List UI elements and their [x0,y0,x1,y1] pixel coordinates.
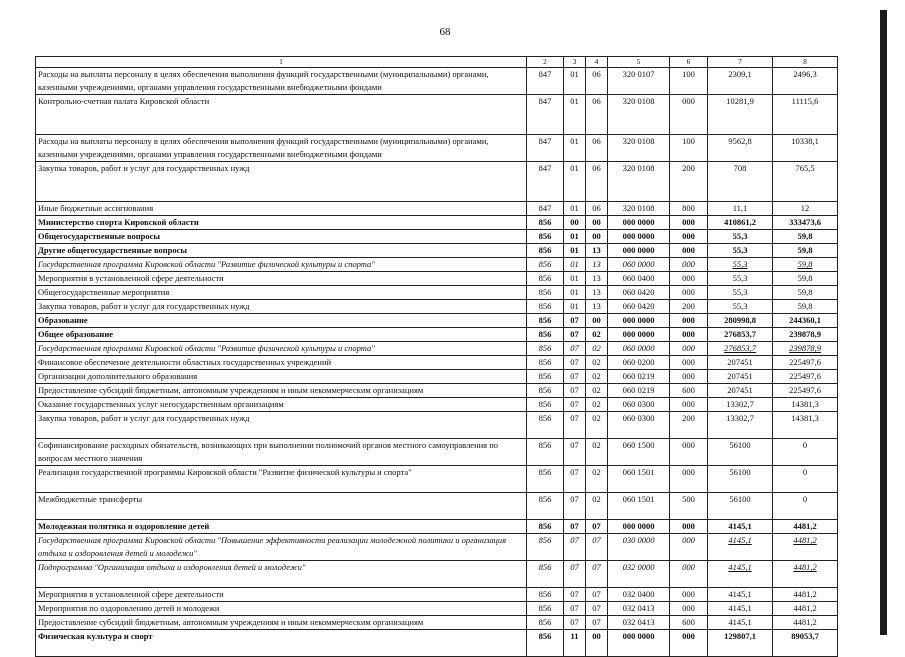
amount-year-1: 9562,8 [708,135,773,162]
subsection-code: 02 [586,328,608,342]
table-row [36,230,838,244]
expense-type-code: 000 [670,216,708,230]
ministry-code: 856 [527,216,564,230]
amount-year-2: 89053,7 [773,630,838,657]
ministry-code: 847 [527,68,564,95]
row-name: Государственная программа Кировской области "Повышение эффективности реализации молодежной политики и организация отдыха и оздоровления детей и молодежи" [36,534,527,561]
ministry-code: 856 [527,258,564,272]
table-row [36,68,838,95]
amount-year-1: 276853,7 [708,342,773,356]
expense-type-code: 000 [670,439,708,466]
subsection-code: 02 [586,412,608,439]
subsection-code: 02 [586,384,608,398]
amount-year-1: 13302,7 [708,412,773,439]
table-row [36,342,838,356]
subsection-code: 06 [586,135,608,162]
section-code: 07 [564,412,586,439]
section-code: 07 [564,398,586,412]
amount-year-2: 2496,3 [773,68,838,95]
section-code: 07 [564,561,586,588]
expense-type-code: 200 [670,412,708,439]
amount-year-1: 56100 [708,439,773,466]
section-code: 07 [564,370,586,384]
amount-year-1: 129807,1 [708,630,773,657]
subsection-code: 07 [586,588,608,602]
expense-type-code: 000 [670,95,708,135]
target-item-code: 320 0107 [608,68,670,95]
ministry-code: 856 [527,314,564,328]
expense-type-code: 000 [670,398,708,412]
section-code: 07 [564,314,586,328]
ministry-code: 856 [527,300,564,314]
amount-year-2: 225497,6 [773,384,838,398]
ministry-code: 856 [527,630,564,657]
target-item-code: 000 0000 [608,314,670,328]
subsection-code: 00 [586,216,608,230]
amount-year-2: 10338,1 [773,135,838,162]
subsection-code: 13 [586,286,608,300]
row-name: Государственная программа Кировской области "Развитие физической культуры и спорта" [36,258,527,272]
row-name: Мероприятия в установленной сфере деятельности [36,588,527,602]
amount-year-1: 4145,1 [708,534,773,561]
expense-type-code: 200 [670,162,708,202]
target-item-code: 060 0200 [608,356,670,370]
table-row [36,588,838,602]
budget-table [35,56,838,657]
target-item-code: 320 0108 [608,202,670,216]
table-row [36,616,838,630]
expense-type-code: 000 [670,466,708,493]
ministry-code: 847 [527,135,564,162]
amount-year-2: 0 [773,466,838,493]
table-row [36,466,838,493]
section-code: 01 [564,258,586,272]
amount-year-1: 55,3 [708,300,773,314]
row-name: Общегосударственные вопросы [36,230,527,244]
amount-year-1: 207451 [708,370,773,384]
section-code: 07 [564,520,586,534]
amount-year-1: 410861,2 [708,216,773,230]
subsection-code: 06 [586,162,608,202]
section-code: 07 [564,328,586,342]
ministry-code: 847 [527,162,564,202]
amount-year-1: 10281,9 [708,95,773,135]
ministry-code: 847 [527,202,564,216]
expense-type-code: 600 [670,384,708,398]
amount-year-2: 59,8 [773,258,838,272]
amount-year-1: 207451 [708,384,773,398]
amount-year-2: 59,8 [773,230,838,244]
target-item-code: 060 1501 [608,493,670,520]
section-code: 07 [564,466,586,493]
subsection-code: 07 [586,520,608,534]
target-item-code: 000 0000 [608,630,670,657]
ministry-code: 856 [527,588,564,602]
table-row [36,602,838,616]
section-code: 01 [564,272,586,286]
target-item-code: 060 0400 [608,272,670,286]
amount-year-1: 55,3 [708,272,773,286]
table-row [36,95,838,135]
ministry-code: 856 [527,398,564,412]
subsection-code: 00 [586,230,608,244]
section-code: 01 [564,95,586,135]
ministry-code: 847 [527,95,564,135]
row-name: Расходы на выплаты персоналу в целях обеспечения выполнения функций государственными (муниципальными) органами, казенными учреждениями, органами управления государственными внебюджетными фондами [36,135,527,162]
expense-type-code: 000 [670,602,708,616]
target-item-code: 060 0219 [608,384,670,398]
target-item-code: 060 1501 [608,466,670,493]
row-name: Государственная программа Кировской области "Развитие физической культуры и спорта" [36,342,527,356]
table-row [36,398,838,412]
section-code: 01 [564,202,586,216]
ministry-code: 856 [527,412,564,439]
expense-type-code: 000 [670,286,708,300]
header-cell: 7 [708,57,773,68]
amount-year-2: 225497,6 [773,370,838,384]
amount-year-1: 4145,1 [708,602,773,616]
row-name: Реализация государственной программы Кировской области "Развитие физической культуры и спорта" [36,466,527,493]
amount-year-1: 55,3 [708,230,773,244]
header-cell: 3 [564,57,586,68]
subsection-code: 02 [586,356,608,370]
ministry-code: 856 [527,493,564,520]
expense-type-code: 600 [670,616,708,630]
amount-year-1: 11,1 [708,202,773,216]
header-cell: 1 [36,57,527,68]
subsection-code: 02 [586,466,608,493]
header-cell: 2 [527,57,564,68]
target-item-code: 060 0000 [608,258,670,272]
amount-year-2: 0 [773,439,838,466]
amount-year-2: 244360,1 [773,314,838,328]
ministry-code: 856 [527,356,564,370]
section-code: 07 [564,493,586,520]
target-item-code: 000 0000 [608,230,670,244]
target-item-code: 032 0413 [608,616,670,630]
amount-year-2: 12 [773,202,838,216]
row-name: Закупка товаров, работ и услуг для государственных нужд [36,412,527,439]
table-row [36,328,838,342]
table-row [36,286,838,300]
subsection-code: 07 [586,616,608,630]
ministry-code: 856 [527,272,564,286]
section-code: 07 [564,616,586,630]
table-row [36,202,838,216]
section-code: 01 [564,230,586,244]
section-code: 01 [564,300,586,314]
amount-year-2: 4481,2 [773,534,838,561]
target-item-code: 000 0000 [608,520,670,534]
row-name: Общегосударственные мероприятия [36,286,527,300]
expense-type-code: 100 [670,135,708,162]
expense-type-code: 100 [670,68,708,95]
section-code: 07 [564,588,586,602]
row-name: Мероприятия по оздоровлению детей и молодежи [36,602,527,616]
table-row [36,272,838,286]
table-row [36,561,838,588]
expense-type-code: 000 [670,328,708,342]
row-name: Оказание государственных услуг негосударственным организациям [36,398,527,412]
page-number: 68 [439,26,451,38]
amount-year-1: 55,3 [708,286,773,300]
amount-year-2: 4481,2 [773,616,838,630]
table-row [36,135,838,162]
ministry-code: 856 [527,520,564,534]
subsection-code: 13 [586,272,608,286]
subsection-code: 07 [586,602,608,616]
subsection-code: 13 [586,300,608,314]
table-row [36,300,838,314]
table-row [36,314,838,328]
amount-year-1: 4145,1 [708,520,773,534]
table-row [36,439,838,466]
amount-year-1: 55,3 [708,244,773,258]
target-item-code: 320 0108 [608,135,670,162]
amount-year-1: 56100 [708,466,773,493]
header-cell: 8 [773,57,838,68]
target-item-code: 060 1500 [608,439,670,466]
target-item-code: 060 0420 [608,286,670,300]
expense-type-code: 000 [670,230,708,244]
table-row [36,493,838,520]
amount-year-2: 59,8 [773,272,838,286]
table-row [36,534,838,561]
amount-year-2: 239878,9 [773,342,838,356]
subsection-code: 13 [586,244,608,258]
amount-year-1: 13302,7 [708,398,773,412]
row-name: Министерство спорта Кировской области [36,216,527,230]
row-name: Софинансирование расходных обязательств, возникающих при выполнении полномочий органов местного самоуправления по вопросам местного значения [36,439,527,466]
ministry-code: 856 [527,466,564,493]
section-code: 07 [564,384,586,398]
table-row [36,630,838,657]
row-name: Закупка товаров, работ и услуг для государственных нужд [36,300,527,314]
target-item-code: 030 0000 [608,534,670,561]
expense-type-code: 000 [670,561,708,588]
expense-type-code: 000 [670,314,708,328]
expense-type-code: 200 [670,300,708,314]
target-item-code: 320 0108 [608,95,670,135]
section-code: 01 [564,135,586,162]
amount-year-2: 11115,6 [773,95,838,135]
subsection-code: 00 [586,314,608,328]
header-cell: 4 [586,57,608,68]
amount-year-2: 225497,6 [773,356,838,370]
row-name: Образование [36,314,527,328]
expense-type-code: 000 [670,520,708,534]
amount-year-2: 4481,2 [773,588,838,602]
ministry-code: 856 [527,230,564,244]
target-item-code: 000 0000 [608,328,670,342]
ministry-code: 856 [527,534,564,561]
scan-edge-bar [880,10,887,635]
amount-year-1: 4145,1 [708,561,773,588]
subsection-code: 02 [586,370,608,384]
ministry-code: 856 [527,286,564,300]
target-item-code: 032 0000 [608,561,670,588]
section-code: 00 [564,216,586,230]
amount-year-2: 765,5 [773,162,838,202]
table-row [36,412,838,439]
row-name: Молодежная политика и оздоровление детей [36,520,527,534]
amount-year-2: 14381,3 [773,398,838,412]
section-code: 01 [564,68,586,95]
ministry-code: 856 [527,384,564,398]
expense-type-code: 500 [670,493,708,520]
target-item-code: 000 0000 [608,216,670,230]
header-row [36,57,838,68]
expense-type-code: 000 [670,588,708,602]
amount-year-2: 59,8 [773,244,838,258]
row-name: Межбюджетные трансферты [36,493,527,520]
target-item-code: 060 0420 [608,300,670,314]
table-row [36,244,838,258]
section-code: 01 [564,162,586,202]
target-item-code: 060 0000 [608,342,670,356]
section-code: 07 [564,439,586,466]
table-row [36,258,838,272]
subsection-code: 06 [586,202,608,216]
ministry-code: 856 [527,342,564,356]
ministry-code: 856 [527,328,564,342]
table-row [36,370,838,384]
row-name: Финансовое обеспечение деятельности областных государственных учреждений [36,356,527,370]
section-code: 01 [564,244,586,258]
row-name: Предоставление субсидий бюджетным, автономным учреждениям и иным некоммерческим организациям [36,384,527,398]
target-item-code: 060 0300 [608,412,670,439]
subsection-code: 06 [586,68,608,95]
row-name: Физическая культура и спорт [36,630,527,657]
header-cell: 6 [670,57,708,68]
ministry-code: 856 [527,370,564,384]
amount-year-1: 2309,1 [708,68,773,95]
subsection-code: 02 [586,398,608,412]
subsection-code: 13 [586,258,608,272]
subsection-code: 07 [586,561,608,588]
row-name: Контрольно-счетная палата Кировской области [36,95,527,135]
section-code: 07 [564,356,586,370]
amount-year-1: 280998,8 [708,314,773,328]
row-name: Организации дополнительного образования [36,370,527,384]
header-cell: 5 [608,57,670,68]
subsection-code: 06 [586,95,608,135]
target-item-code: 320 0108 [608,162,670,202]
section-code: 01 [564,286,586,300]
expense-type-code: 000 [670,356,708,370]
expense-type-code: 800 [670,202,708,216]
subsection-code: 00 [586,630,608,657]
section-code: 07 [564,602,586,616]
target-item-code: 060 0300 [608,398,670,412]
amount-year-2: 14381,3 [773,412,838,439]
amount-year-2: 59,8 [773,300,838,314]
target-item-code: 000 0000 [608,244,670,258]
amount-year-2: 0 [773,493,838,520]
amount-year-1: 276853,7 [708,328,773,342]
ministry-code: 856 [527,602,564,616]
row-name: Иные бюджетные ассигнования [36,202,527,216]
expense-type-code: 000 [670,630,708,657]
amount-year-1: 4145,1 [708,588,773,602]
section-code: 11 [564,630,586,657]
target-item-code: 060 0219 [608,370,670,384]
amount-year-2: 4481,2 [773,602,838,616]
target-item-code: 032 0400 [608,588,670,602]
row-name: Расходы на выплаты персоналу в целях обеспечения выполнения функций государственными (муниципальными) органами, казенными учреждениями, органами управления государственными внебюджетными фондами [36,68,527,95]
ministry-code: 856 [527,244,564,258]
amount-year-1: 207451 [708,356,773,370]
expense-type-code: 000 [670,272,708,286]
table-row [36,162,838,202]
row-name: Мероприятия в установленной сфере деятельности [36,272,527,286]
table-row [36,356,838,370]
table-row [36,520,838,534]
table-row [36,384,838,398]
amount-year-2: 239878,9 [773,328,838,342]
amount-year-1: 4145,1 [708,616,773,630]
row-name: Предоставление субсидий бюджетным, автономным учреждениям и иным некоммерческим организациям [36,616,527,630]
section-code: 07 [564,342,586,356]
expense-type-code: 000 [670,370,708,384]
row-name: Другие общегосударственные вопросы [36,244,527,258]
row-name: Подпрограмма "Организация отдыха и оздоровления детей и молодежи" [36,561,527,588]
ministry-code: 856 [527,561,564,588]
table-row [36,216,838,230]
ministry-code: 856 [527,439,564,466]
expense-type-code: 000 [670,342,708,356]
expense-type-code: 000 [670,258,708,272]
amount-year-1: 55,3 [708,258,773,272]
expense-type-code: 000 [670,534,708,561]
amount-year-2: 333473,6 [773,216,838,230]
subsection-code: 02 [586,493,608,520]
amount-year-1: 708 [708,162,773,202]
amount-year-1: 56100 [708,493,773,520]
section-code: 07 [564,534,586,561]
row-name: Общее образование [36,328,527,342]
amount-year-2: 4481,2 [773,520,838,534]
expense-type-code: 000 [670,244,708,258]
target-item-code: 032 0413 [608,602,670,616]
amount-year-2: 59,8 [773,286,838,300]
subsection-code: 07 [586,534,608,561]
amount-year-2: 4481,2 [773,561,838,588]
ministry-code: 856 [527,616,564,630]
subsection-code: 02 [586,342,608,356]
row-name: Закупка товаров, работ и услуг для государственных нужд [36,162,527,202]
subsection-code: 02 [586,439,608,466]
